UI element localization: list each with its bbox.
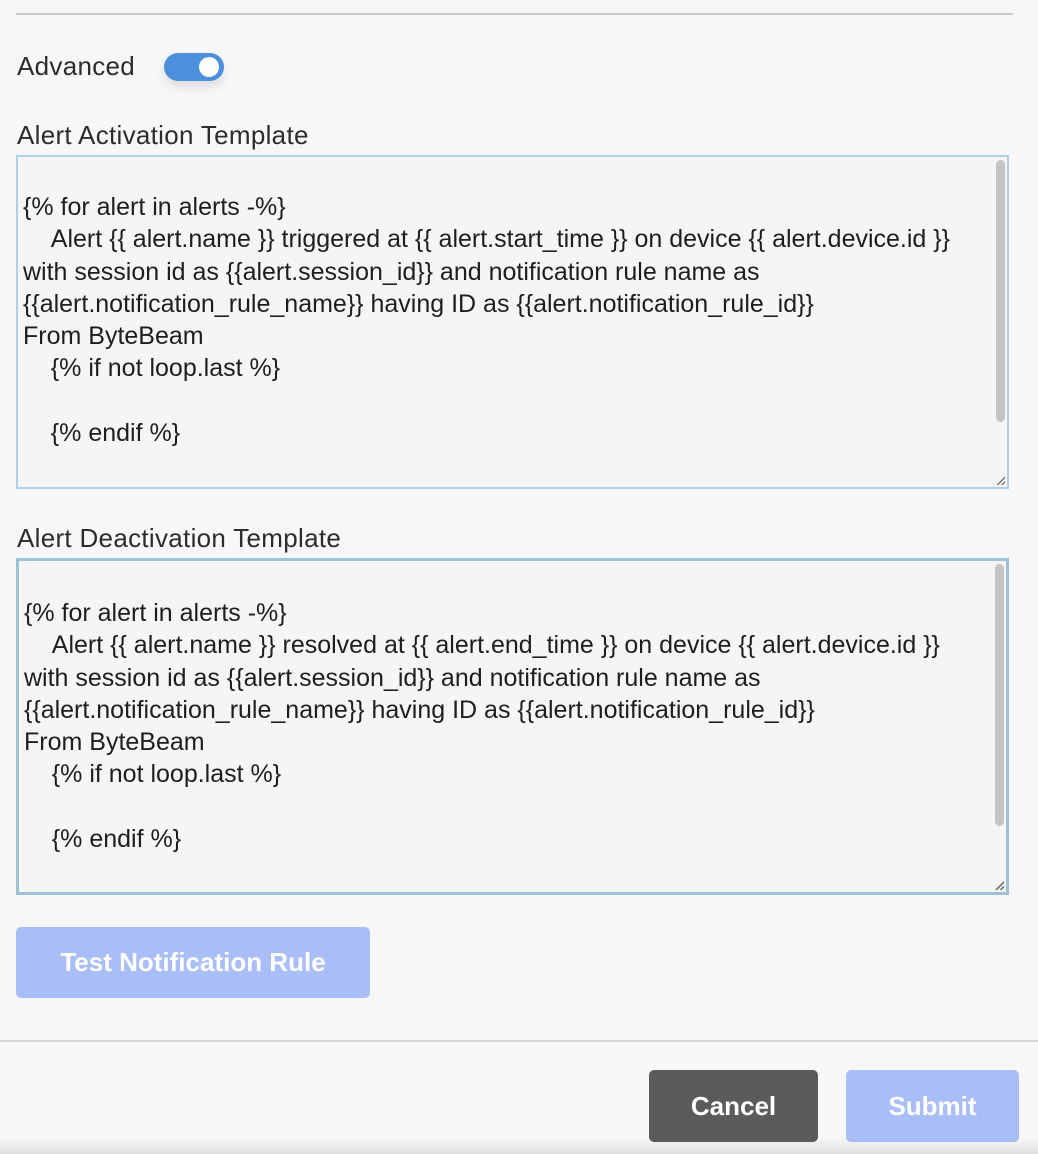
cancel-button[interactable]: Cancel <box>649 1070 818 1142</box>
activation-resize-handle[interactable] <box>996 476 1005 485</box>
deactivation-template-text: {% for alert in alerts -%} Alert {{ alert.name }} resolved at {{ alert.end_time }} on device {{ alert.device.id }} with session id as {{alert.session_id}} and notification rule name as {{alert.notification_rule_name}} having ID as {{alert.notification_rule_id}} From ByteBeam {% if not loop.last %} {% endif %} <box>24 599 940 854</box>
activation-template-text: {% for alert in alerts -%} Alert {{ alert.name }} triggered at {{ alert.start_time }} on device {{ alert.device.id }} with session id as {{alert.session_id}} and notification rule name as {{alert.notification_rule_name}} having ID as {{alert.notification_rule_id}} From ByteBeam {% if not loop.last %} {% endif %} <box>23 193 950 448</box>
deactivation-template-textarea[interactable] <box>16 558 1009 895</box>
bottom-shade <box>0 1138 1038 1154</box>
top-divider <box>16 13 1013 15</box>
advanced-toggle[interactable] <box>164 53 224 81</box>
activation-template-textarea[interactable] <box>16 155 1009 489</box>
deactivation-scrollbar[interactable] <box>995 564 1004 826</box>
activation-template-label: Alert Activation Template <box>17 120 309 150</box>
footer-divider <box>0 1040 1038 1042</box>
submit-button[interactable]: Submit <box>846 1070 1019 1142</box>
deactivation-template-label: Alert Deactivation Template <box>17 523 342 553</box>
toggle-knob <box>199 57 219 77</box>
test-notification-rule-button[interactable]: Test Notification Rule <box>16 927 370 998</box>
activation-scrollbar[interactable] <box>996 160 1005 422</box>
advanced-label: Advanced <box>17 51 136 81</box>
deactivation-resize-handle[interactable] <box>995 881 1004 890</box>
